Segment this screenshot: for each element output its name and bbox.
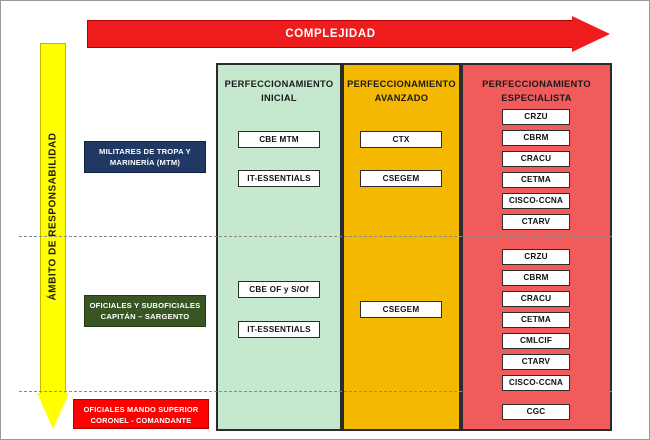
complexity-arrow-head-icon	[572, 16, 610, 52]
column-header-avanzado	[344, 65, 459, 105]
course-chip[interactable]: CBRM	[502, 270, 570, 286]
column-perfeccionamiento-inicial	[216, 63, 342, 431]
course-chip[interactable]: CGC	[502, 404, 570, 420]
column-header-inicial	[218, 65, 340, 105]
role-label-line1: OFICIALES Y SUBOFICIALES	[89, 301, 201, 310]
course-chip[interactable]: IT-ESSENTIALS	[238, 321, 320, 338]
course-chip[interactable]: CSEGEM	[360, 170, 442, 187]
role-label-line1: OFICIALES MANDO SUPERIOR	[83, 405, 199, 414]
column-header-inicial-line2: INICIAL	[261, 93, 297, 103]
column-perfeccionamiento-avanzado	[342, 63, 461, 431]
responsibility-arrow-head-icon	[37, 393, 69, 429]
course-chip[interactable]: CBRM	[502, 130, 570, 146]
training-matrix	[216, 63, 612, 431]
responsibility-arrow	[37, 43, 71, 433]
course-chip[interactable]: CRZU	[502, 249, 570, 265]
course-chip[interactable]: CTARV	[502, 214, 570, 230]
responsibility-arrow-label: ÁMBITO DE RESPONSABILIDAD	[47, 132, 59, 301]
role-label-line1: MILITARES DE TROPA Y	[99, 147, 191, 156]
role-label-line2: MARINERÍA (MTM)	[109, 158, 181, 167]
course-chip[interactable]: CETMA	[502, 312, 570, 328]
course-chip[interactable]: IT-ESSENTIALS	[238, 170, 320, 187]
column-header-especialista-line1: PERFECCIONAMIENTO	[482, 79, 591, 89]
column-header-inicial-line1: PERFECCIONAMIENTO	[224, 79, 334, 89]
course-chip[interactable]: CRACU	[502, 291, 570, 307]
row-separator-1	[19, 236, 612, 237]
column-header-avanzado-line2: AVANZADO	[374, 93, 429, 103]
course-chip[interactable]: CBE OF y S/Of	[238, 281, 320, 298]
role-box-oficiales-mando-superior	[73, 399, 209, 429]
column-header-especialista-line2: ESPECIALISTA	[501, 93, 572, 103]
course-chip[interactable]: CTX	[360, 131, 442, 148]
course-chip[interactable]: CISCO-CCNA	[502, 193, 570, 209]
course-chip[interactable]: CRZU	[502, 109, 570, 125]
course-chip[interactable]: CSEGEM	[360, 301, 442, 318]
row-separator-2	[19, 391, 612, 392]
complexity-arrow	[87, 16, 612, 52]
complexity-arrow-label: COMPLEJIDAD	[285, 28, 376, 40]
course-chip[interactable]: CISCO-CCNA	[502, 375, 570, 391]
course-chip[interactable]: CMLCIF	[502, 333, 570, 349]
role-label-line2: CAPITÁN – SARGENTO	[100, 312, 190, 321]
role-box-militares-tropa-marineria	[84, 141, 206, 173]
course-chip[interactable]: CBE MTM	[238, 131, 320, 148]
column-header-avanzado-line1: PERFECCIONAMIENTO	[347, 79, 456, 89]
role-box-oficiales-suboficiales	[84, 295, 206, 327]
role-label-line2: CORONEL - COMANDANTE	[90, 416, 192, 425]
course-chip[interactable]: CETMA	[502, 172, 570, 188]
course-chip[interactable]: CRACU	[502, 151, 570, 167]
course-chip[interactable]: CTARV	[502, 354, 570, 370]
column-header-especialista	[463, 65, 610, 105]
